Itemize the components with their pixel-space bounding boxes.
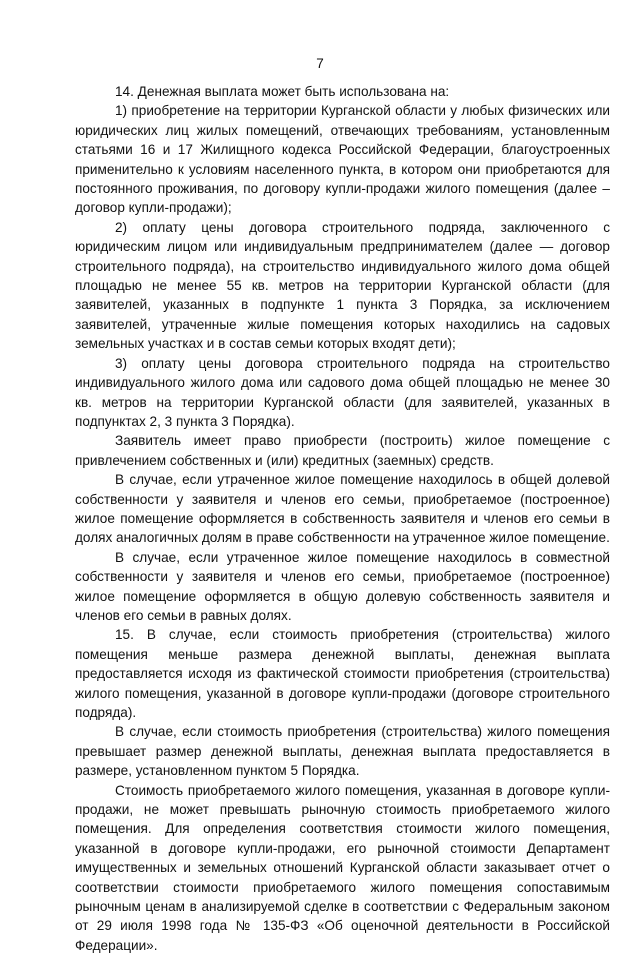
- paragraph-15: 15. В случае, если стоимость приобретения (строительства) жилого помещения меньше размера денежной выплаты, денежная выплата предоставляется исходя из фактической стоимости приобретения (строительства) жилого помещения, указанной в договоре купли-продажи (договоре строительного подряда).: [75, 627, 610, 720]
- paragraph-shared-ownership: В случае, если утраченное жилое помещение находилось в общей долевой собственности у заявителя и членов его семьи, приобретаемое (построенное) жилое помещение оформляется в собственность заявителя и членов его семьи в долях аналогичных долям в праве собственности на утраченное жилое помещение.: [75, 472, 610, 546]
- paragraph-market-value: Стоимость приобретаемого жилого помещения, указанная в договоре купли-продажи, не может превышать рыночную стоимость приобретаемого жилого помещения. Для определения соответствия стоимости жилого помещения, указанной в договоре купли-продажи, его рыночной стоимости Департамент имущественных и земельных отношений Курганской области заказывает отчет о соответствии стоимости приобретаемого жилого помещения сопоставимым рыночным ценам в анализируемой сделке в соответствии с Федеральным законом от 29 июля 1998 года № 135-ФЗ «Об оценочной деятельности в Российской Федерации».: [75, 782, 610, 953]
- document-body: [75, 82, 610, 955]
- paragraph-14-item-3: 3) оплату цены договора строительного подряда на строительство индивидуального жилого дома или садового дома общей площадью не менее 30 кв. метров на территории Курганской области (для заявителей, указанных в подпунктах 2, 3 пункта 3 Порядка).: [75, 355, 610, 429]
- paragraph-joint-ownership: В случае, если утраченное жилое помещение находилось в совместной собственности у заявителя и членов его семьи, приобретаемое (построенное) жилое помещение оформляется в общую долевую собственность заявителя и членов его семьи в равных долях.: [75, 549, 610, 623]
- paragraph-15-exceeds: В случае, если стоимость приобретения (строительства) жилого помещения превышает размер денежной выплаты, денежная выплата предоставляется в размере, установленном пунктом 5 Порядка.: [75, 724, 610, 779]
- paragraph-14-item-1: 1) приобретение на территории Курганской области у любых физических или юридических лиц жилых помещений, отвечающих требованиям, установленным статьями 16 и 17 Жилищного кодекса Российской Федерации, благоустроенных применительно к условиям населенного пункта, в котором они приобретаются для постоянного проживания, по договору купли-продажи жилого помещения (далее – договор купли-продажи);: [75, 103, 610, 216]
- paragraph-own-funds: Заявитель имеет право приобрести (построить) жилое помещение с привлечением собственных и (или) кредитных (заемных) средств.: [75, 433, 610, 468]
- page-number: 7: [316, 56, 324, 71]
- paragraph-14-item-2: 2) оплату цены договора строительного подряда, заключенного с юридическим лицом или индивидуальным предпринимателем (далее — договор строительного подряда), на строительство индивидуального жилого дома общей площадью не менее 55 кв. метров на территории Курганской области (для заявителей, указанных в подпункте 1 пункта 3 Порядка, за исключением заявителей, утраченные жилые помещения которых находились на садовых земельных участках и в состав семьи которых входят дети);: [75, 219, 610, 352]
- paragraph-14-intro: 14. Денежная выплата может быть использована на:: [115, 84, 450, 99]
